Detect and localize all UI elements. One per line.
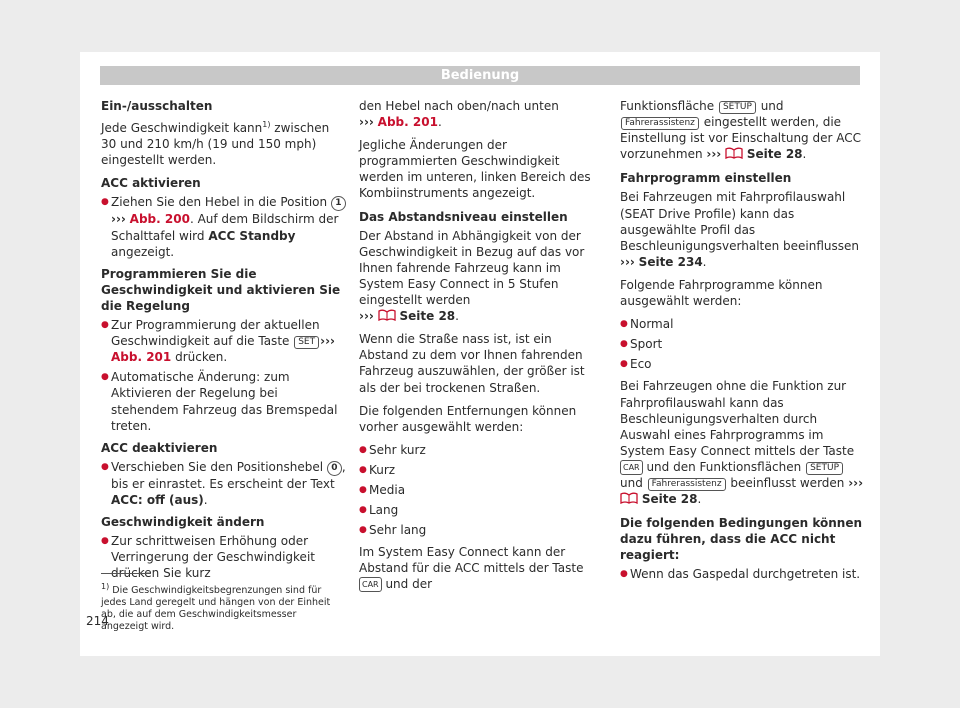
book-icon [620,492,638,504]
link-abb-201[interactable]: Abb. 201 [377,115,438,130]
paragraph-function-area: Funktionsfläche SETUP und Fahrerassistenz eingestellt werden, die Einstellung ist vor Einschaltung der ACC vorzunehmen ››› Seite 28. [620,99,861,162]
footnote-ref[interactable]: 1) [262,120,271,130]
paragraph-no-profile: Bei Fahrzeugen ohne die Funktion zur Fahrprofilauswahl kann das Beschleunigungsverhalten durch Auswahl eines Fahrprogramms im System Easy Connect mittels der Taste CAR und den Funktionsflächen SETUP und Fahrerassistenz beeinflusst werden ››› Seite 28. [620,379,864,507]
heading-program: Programmieren Sie die Geschwindigkeit und aktivieren Sie die Regelung [101,266,341,313]
paragraph-wet-road: Wenn die Straße nass ist, ist ein Abstand zu dem vor Ihnen fahrenden Fahrzeug auszuwählen, der größer ist als der bei trockenen Straßen. [359,332,585,395]
position-1-icon: 1 [331,196,346,211]
link-seite-28[interactable]: Seite 28 [641,492,698,507]
heading-drive-program: Fahrprogramm einstellen [620,171,792,186]
book-icon [725,147,743,159]
bullet-accelerator: ● Wenn das Gaspedal durchgetreten ist. [620,566,865,582]
setup-key-icon: SETUP [719,101,756,114]
list-item: ● Eco [620,356,865,372]
bullet-program: ● Zur Programmierung der aktuellen Geschwindigkeit auf die Taste SET ››› Abb. 201 drücken. [101,317,346,365]
paragraph-changes: Jegliche Änderungen der programmierten Geschwindigkeit werden im unteren, linken Bereich des Kombiinstruments angezeigt. [359,138,591,201]
heading-distance: Das Abstandsniveau einstellen [359,209,568,224]
footnote: $^{1)}$ Die Geschwindigkeitsbegrenzungen sind für jedes Land geregelt und hängen von der Einheit ab, die auf dem Geschwindigkeitsmesser angezeigt wird. [101,582,331,633]
list-item: ● Kurz [359,462,604,478]
heading-activate: ACC aktivieren [101,176,201,191]
link-abb-201[interactable]: Abb. 201 [111,350,172,365]
bullet-change: ● Zur schrittweisen Erhöhung oder Verringerung der Geschwindigkeit drücken Sie kurz [101,533,346,581]
link-seite-28[interactable]: Seite 28 [746,147,803,162]
book-icon [378,309,396,321]
paragraph-programs: Folgende Fahrprogramme können ausgewählt werden: [620,277,823,309]
fahrerassistenz-key-icon: Fahrerassistenz [621,117,699,130]
link-abb-200[interactable]: Abb. 200 [129,212,190,227]
page-title: Bedienung [440,68,520,83]
column-1 [101,98,346,585]
footnote-mark: 1) [101,582,110,591]
bullet-automatic: ● Automatische Änderung: zum Aktivieren der Regelung bei stehendem Fahrzeug das Bremspedal treten. [101,369,346,433]
heading-conditions: Die folgenden Bedingungen können dazu führen, dass die ACC nicht reagiert: [620,516,863,563]
heading-on-off: Ein-/ausschalten [101,99,213,113]
set-key-icon: SET [294,336,319,349]
heading-deactivate: ACC deaktivieren [101,440,218,455]
list-item: ● Sport [620,336,865,352]
setup-key-icon: SETUP [806,462,843,475]
car-key-icon: CAR [620,460,643,475]
paragraph-drive-profile: Bei Fahrzeugen mit Fahrprofilauswahl (SEAT Drive Profile) kann das ausgewählte Profil das Beschleunigungsverhalten beeinflussen ››› Seite 234. [620,190,860,269]
footnote-rule [101,573,151,574]
link-seite-28[interactable]: Seite 28 [399,309,456,324]
list-item: ● Lang [359,502,604,518]
paragraph-distance: Der Abstand in Abhängigkeit von der Geschwindigkeit in Bezug auf das vor Ihnen fahrende Fahrzeug kann im System Easy Connect in 5 Stufen eingestellt werden ››› Seite 28. [359,228,585,324]
bullet-deactivate: ● Verschieben Sie den Positionshebel 0 , bis er einrastet. Es erscheint der Text ACC: off (aus). [101,459,346,508]
column-3 [620,98,865,587]
heading-change: Geschwindigkeit ändern [101,514,265,529]
list-item: ● Media [359,482,604,498]
paragraph-preselect: Die folgenden Entfernungen können vorher ausgewählt werden: [359,403,577,434]
paragraph-lever: den Hebel nach oben/nach unten ››› Abb. 201. [359,99,559,130]
column-2 [359,98,604,600]
position-0-icon: 0 [327,461,342,476]
paragraph-easy-connect: Im System Easy Connect kann der Abstand für die ACC mittels der Taste CAR und der [359,545,584,592]
list-item: ● Sehr lang [359,522,604,538]
paragraph-speed: Jede Geschwindigkeit kann$^{1)}$ zwischen 30 und 210 km/h (19 und 150 mph) eingestellt werden. [101,120,330,168]
list-item: ● Normal [620,316,865,332]
page-number: 214 [86,614,109,628]
fahrerassistenz-key-icon: Fahrerassistenz [648,478,726,491]
bullet-activate: ● Ziehen Sie den Hebel in die Position 1 ››› Abb. 200. Auf dem Bildschirm der Schalttafel wird ACC Standby angezeigt. [101,194,346,259]
link-seite-234[interactable]: Seite 234 [638,254,703,269]
list-item: ● Sehr kurz [359,442,604,458]
car-key-icon: CAR [359,577,382,592]
